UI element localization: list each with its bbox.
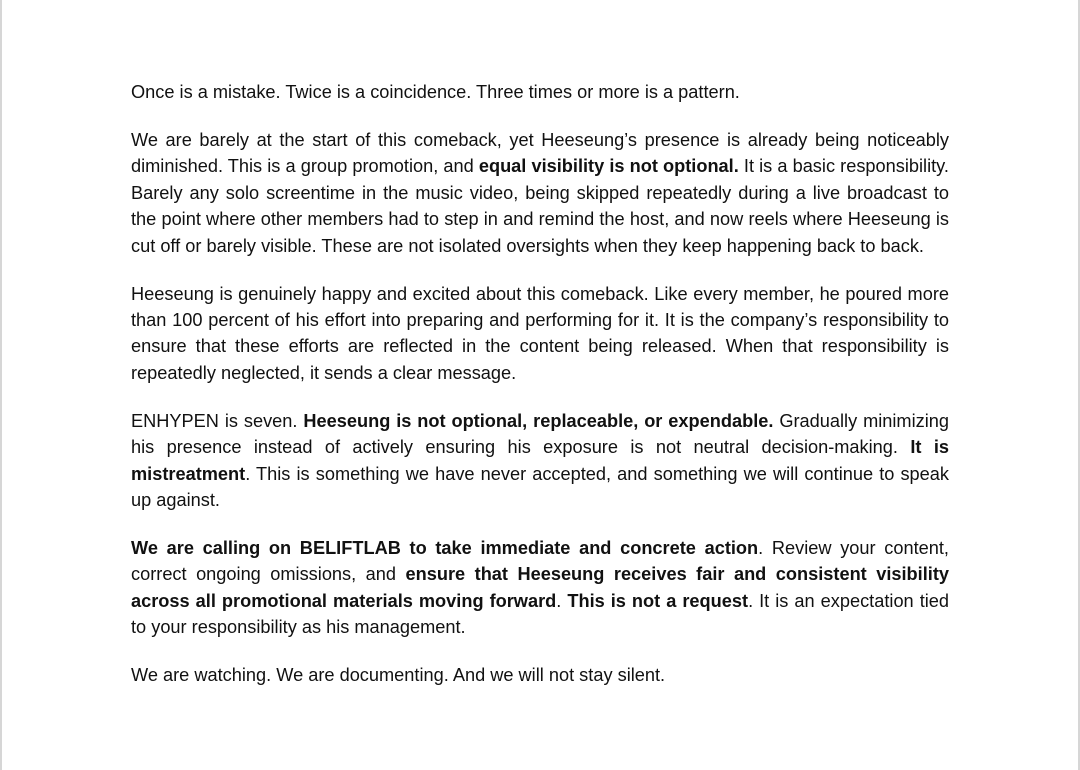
bold-text-segment: Heeseung is not optional, replaceable, or expendable. <box>303 410 774 431</box>
text-segment: Heeseung is genuinely happy and excited about this comeback. Like every member, he poured more than 100 percent of his effort into preparing and performing for it. It is the company’s responsibility to ensure that these efforts are reflected in the content being released. When that responsibility is repeatedly neglected, it sends a clear message. <box>131 283 949 383</box>
paragraph <box>131 408 949 514</box>
text-segment: We are watching. We are documenting. And we will not stay silent. <box>131 665 666 686</box>
text-segment: ENHYPEN is seven. <box>131 410 304 431</box>
paragraph <box>131 127 949 259</box>
text-segment: . Review your content, correct ongoing omissions, and <box>131 538 949 585</box>
bold-text-segment: It is mistreatment <box>131 437 949 484</box>
text-segment: Gradually minimizing his presence instead of actively ensuring his exposure is not neutral decision-making. <box>131 410 949 458</box>
text-segment: . It is an expectation tied to your responsibility as his management. <box>131 590 950 638</box>
paragraph <box>131 281 949 387</box>
text-segment: We are barely at the start of this comeback, yet Heeseung’s presence is already being noticeably diminished. This is a group promotion, and <box>131 130 949 177</box>
bold-text-segment: equal visibility is not optional. <box>478 156 739 177</box>
page-border-left <box>0 0 2 770</box>
paragraph <box>131 662 949 688</box>
paragraph <box>131 79 949 105</box>
text-segment: It is a basic responsibility. Barely any solo screentime in the music video, being skipped repeatedly during a live broadcast to the point where other members had to step in and remind the host, and now reels where Heeseung is cut off or barely visible. These are not isolated oversights when they keep happening back to back. <box>131 156 949 256</box>
document-body <box>131 79 949 710</box>
bold-text-segment: We are calling on BELIFTLAB to take immediate and concrete action <box>131 538 759 559</box>
text-segment: . This is something we have never accepted, and something we will continue to speak up against. <box>131 463 949 511</box>
text-segment: . <box>556 590 568 611</box>
bold-text-segment: This is not a request <box>567 590 749 611</box>
paragraph <box>131 535 949 641</box>
text-segment: Once is a mistake. Twice is a coincidence. Three times or more is a pattern. <box>131 82 740 102</box>
bold-text-segment: ensure that Heeseung receives fair and consistent visibility across all promotional materials moving forward <box>131 564 949 611</box>
